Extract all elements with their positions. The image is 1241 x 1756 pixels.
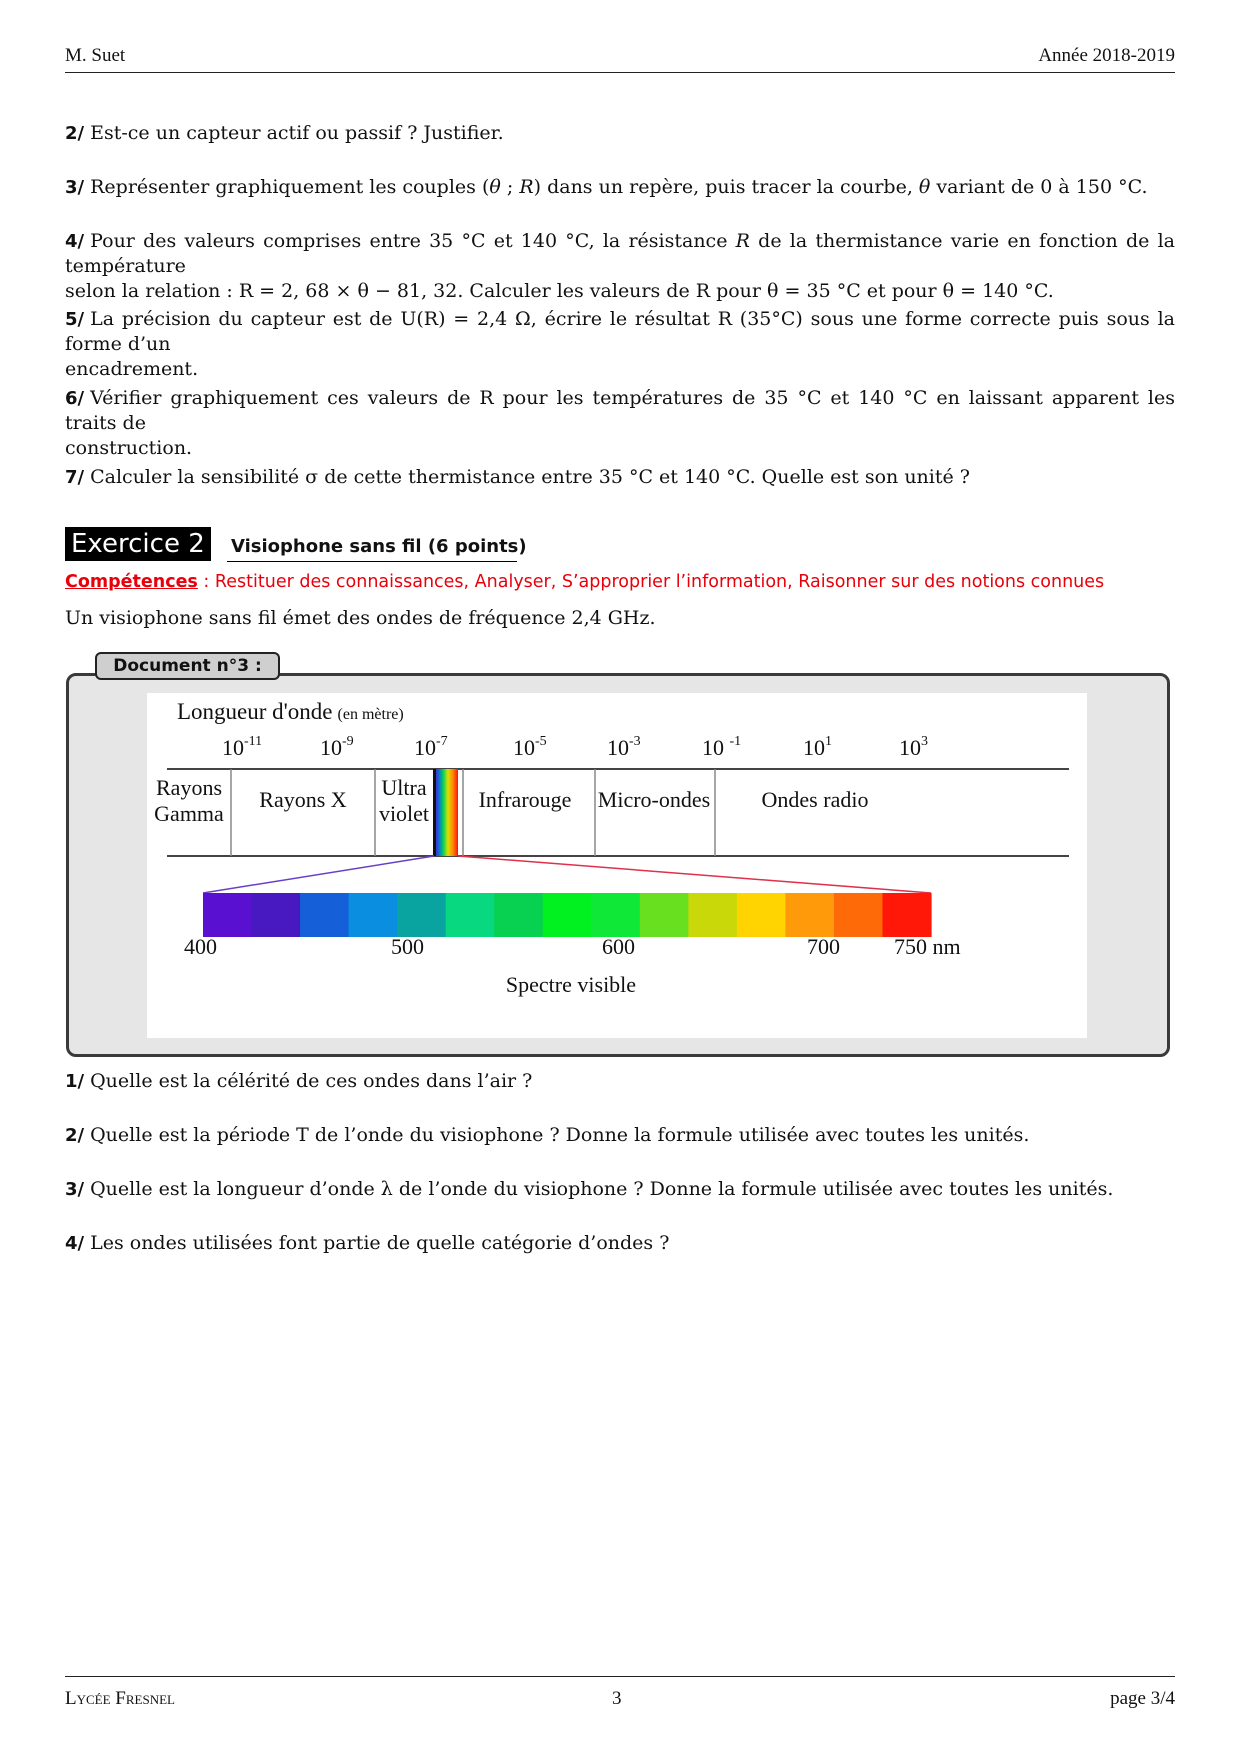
- math-theta: θ: [489, 176, 501, 198]
- competences-line: [65, 572, 1104, 592]
- question-text-line2: selon la relation : R = 2, 68 × θ − 81, 32. Calculer les valeurs de R pour θ = 35 °C et pour θ = 140 °C.: [65, 280, 1054, 302]
- question-number: 2/: [65, 1125, 85, 1146]
- tick-label: $10^{-5}$: [513, 734, 547, 760]
- visible-label-500: 500: [391, 934, 424, 959]
- band-label-x: Rayons X: [259, 787, 347, 812]
- competences-text: : Restituer des connaissances, Analyser, S’approprier l’information, Raisonner sur des notions connues: [197, 572, 1105, 592]
- band-label-gamma-1: Rayons: [156, 775, 222, 800]
- question-2: [65, 121, 1175, 146]
- visible-label-700: 700: [807, 934, 840, 959]
- question-text: Pour des valeurs comprises entre 35 °C et 140 °C, la résistance: [90, 230, 736, 252]
- ex2-question-2: [65, 1123, 1175, 1148]
- question-text-end: variant de 0 à 150 °C.: [930, 176, 1148, 198]
- question-text-cont: de la thermistance varie en fonction de la température: [65, 230, 1175, 277]
- zoom-line-right: [458, 856, 931, 893]
- tick-label: $10^1$: [803, 734, 832, 760]
- visible-spectrum-bar: [203, 893, 932, 937]
- question-text: La précision du capteur est de U(R) = 2,4 Ω, écrire le résultat R (35°C) sous une forme correcte puis sous la forme d’un: [65, 308, 1175, 355]
- question-number: 1/: [65, 1071, 85, 1092]
- tick-label: $10^3$: [899, 734, 928, 760]
- visible-strip: [434, 769, 458, 856]
- question-number: 3/: [65, 1179, 85, 1200]
- question-5: [65, 307, 1175, 382]
- question-6: [65, 386, 1175, 461]
- spectrum-segment: [203, 893, 252, 937]
- ex2-question-1: [65, 1069, 1175, 1094]
- tick-label: $10^{-7}$: [414, 734, 448, 760]
- visible-spectrum-title: Spectre visible: [505, 972, 637, 997]
- visible-labels: [184, 934, 961, 997]
- band-label-uv-1: Ultra: [381, 775, 427, 800]
- visible-label-400: 400: [184, 934, 217, 959]
- spectrum-segment: [446, 893, 495, 937]
- question-text: Les ondes utilisées font partie de quelle catégorie d’ondes ?: [90, 1232, 670, 1254]
- spectrum-segment: [543, 893, 592, 937]
- document-label: Document n°3 :: [95, 652, 280, 680]
- band-label-micro: Micro-ondes: [597, 787, 711, 812]
- math-theta: θ: [918, 176, 931, 198]
- spectrum-segment: [397, 893, 446, 937]
- spectrum-segment: [882, 893, 931, 937]
- header-year: Année 2018-2019: [1038, 45, 1175, 66]
- spectrum-segment: [494, 893, 543, 937]
- question-number: 2/: [65, 123, 85, 144]
- question-text: Quelle est la longueur d’onde λ de l’onde du visiophone ? Donne la formule utilisée avec toutes les unités.: [90, 1178, 1114, 1200]
- spectrum-segment: [591, 893, 640, 937]
- spectrum-segment: [785, 893, 834, 937]
- question-number: 4/: [65, 231, 85, 252]
- math-r: R: [735, 230, 750, 252]
- tick-label: $10^{-11}$: [222, 734, 263, 760]
- header-rule: [65, 72, 1175, 73]
- visible-label-750: 750 nm: [894, 934, 961, 959]
- math-separator: ;: [500, 176, 520, 198]
- question-number: 6/: [65, 388, 85, 409]
- band-label-uv-2: violet: [378, 801, 430, 826]
- math-r: R: [519, 176, 534, 198]
- wavelength-ticks: [222, 734, 928, 760]
- exercise-title-underline: [227, 561, 517, 562]
- band-labels: [154, 775, 868, 826]
- question-number: 7/: [65, 467, 85, 488]
- question-number: 4/: [65, 1233, 85, 1254]
- band-label-radio: Ondes radio: [761, 787, 869, 812]
- spectrum-segment: [349, 893, 398, 937]
- spectrum-svg: [147, 693, 1087, 1038]
- question-text-line2: construction.: [65, 437, 193, 459]
- question-3: [65, 175, 1175, 200]
- question-number: 5/: [65, 309, 85, 330]
- exercise-intro: Un visiophone sans fil émet des ondes de fréquence 2,4 GHz.: [65, 607, 656, 629]
- question-text-line2: encadrement.: [65, 358, 199, 380]
- tick-label: $10^{-9}$: [320, 734, 354, 760]
- tick-label: 10 $^{-1}$: [702, 734, 742, 760]
- header-author: M. Suet: [65, 45, 126, 66]
- footer-school: Lycée Fresnel: [65, 1688, 175, 1709]
- exercise-badge: Exercice 2: [65, 527, 211, 561]
- spectrum-figure: [147, 693, 1087, 1038]
- question-text: Calculer la sensibilité σ de cette thermistance entre 35 °C et 140 °C. Quelle est son unité ?: [90, 466, 970, 488]
- ex2-question-4: [65, 1231, 1175, 1256]
- spectrum-segment: [834, 893, 883, 937]
- footer-page-number: 3: [612, 1688, 622, 1709]
- question-7: [65, 465, 1175, 490]
- spectrum-segment: [252, 893, 301, 937]
- spectrum-segment: [688, 893, 737, 937]
- band-label-gamma-2: Gamma: [154, 801, 224, 826]
- question-4: [65, 229, 1175, 304]
- spectrum-segment: [737, 893, 786, 937]
- question-text-cont: ) dans un repère, puis tracer la courbe,: [533, 176, 919, 198]
- spectrum-segment: [300, 893, 349, 937]
- ex2-question-3: [65, 1177, 1175, 1202]
- band-label-ir: Infrarouge: [478, 787, 572, 812]
- visible-strip-edge: [433, 769, 436, 856]
- question-text: Quelle est la période T de l’onde du visiophone ? Donne la formule utilisée avec toutes les unités.: [90, 1124, 1030, 1146]
- visible-label-600: 600: [602, 934, 635, 959]
- tick-label: $10^{-3}$: [607, 734, 641, 760]
- footer-rule: [65, 1676, 1175, 1677]
- question-text: Est-ce un capteur actif ou passif ? Justifier.: [90, 122, 504, 144]
- zoom-line-left: [203, 856, 434, 893]
- exercise-title: Visiophone sans fil (6 points): [231, 536, 527, 557]
- spectrum-segment: [640, 893, 689, 937]
- axis-title: Longueur d'onde (en mètre): [177, 699, 404, 724]
- question-text: Quelle est la célérité de ces ondes dans l’air ?: [90, 1070, 533, 1092]
- competences-label: Compétences: [65, 572, 198, 592]
- question-text: Vérifier graphiquement ces valeurs de R pour les températures de 35 °C et 140 °C en laissant apparent les traits de: [65, 387, 1175, 434]
- footer-page-of: page 3/4: [1110, 1688, 1175, 1709]
- question-number: 3/: [65, 177, 85, 198]
- question-text: Représenter graphiquement les couples (: [90, 176, 490, 198]
